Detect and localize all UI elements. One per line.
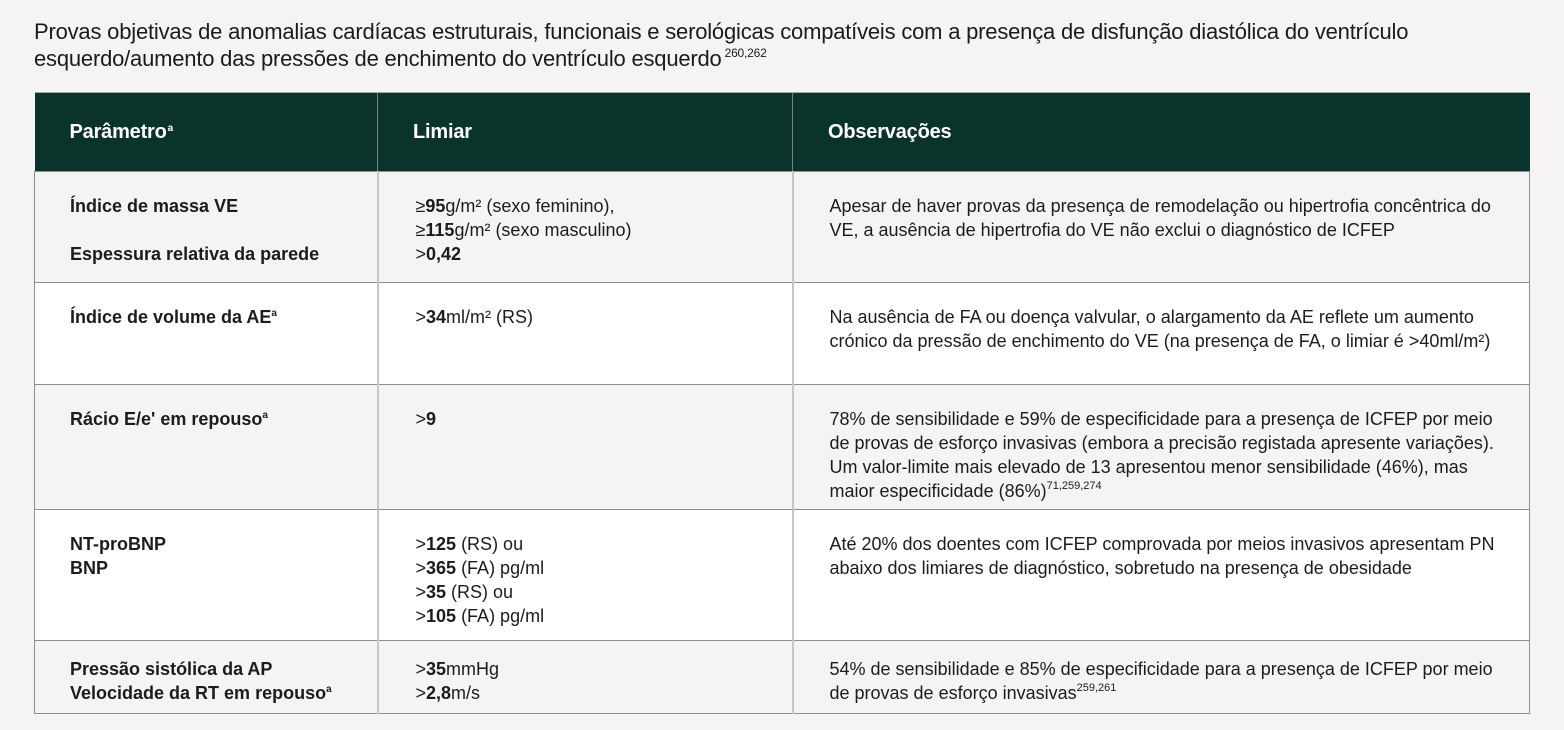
threshold-line: ≥95g/m² (sexo feminino), xyxy=(415,196,615,216)
parameter-name: Velocidade da RT em repouso$^a$ xyxy=(70,683,332,703)
table-title-text: Provas objetivas de anomalias cardíacas estruturais, funcionais e serológicas compatíveis com a presença de disfunção diastólica do ventrículo esquerdo/aumento das pressões de enchimento do ventrículo esquerdo xyxy=(34,19,1409,71)
observation-cell xyxy=(793,283,1530,385)
parameter-name: Rácio E/e' em repouso$^a$ xyxy=(70,409,268,429)
threshold-line: >35mmHg xyxy=(415,659,500,679)
observation-text: Até 20% dos doentes com ICFEP comprovada por meios invasivos apresentam PN abaixo dos limiares de diagnóstico, sobretudo na presença de obesidade xyxy=(829,534,1495,578)
table-title xyxy=(34,18,1534,72)
threshold-cell xyxy=(378,641,793,714)
parameter-name: Índice de massa VE xyxy=(70,196,239,216)
parameter-name: BNP xyxy=(70,558,109,578)
threshold-cell xyxy=(378,172,793,283)
threshold-cell xyxy=(378,385,793,510)
diagnostic-criteria-table xyxy=(34,92,1530,714)
parameter-cell xyxy=(35,641,378,714)
parameter-name: Pressão sistólica da AP xyxy=(70,659,273,679)
observation-cell xyxy=(793,510,1530,641)
observation-cell xyxy=(793,385,1530,510)
threshold-line: >35 (RS) ou xyxy=(415,582,514,602)
parameter-cell xyxy=(35,172,378,283)
threshold-line: >365 (FA) pg/ml xyxy=(415,558,545,578)
observation-references: 71,259,274 xyxy=(1046,480,1102,492)
threshold-line: >2,8m/s xyxy=(415,683,481,703)
parameter-cell xyxy=(35,385,378,510)
observation-text: 78% de sensibilidade e 59% de especificidade para a presença de ICFEP por meio de provas de esforço invasivas (embora a precisão registada apresente variações). Um valor-limite mais elevado de 13 apresentou menor sensibilidade (46%), mas maior especificidade $(86\%)^{71,259,274}$ xyxy=(829,409,1494,501)
observation-cell xyxy=(793,172,1530,283)
header-observations: Observações xyxy=(793,93,1530,172)
table-header-row xyxy=(35,93,1530,172)
header-parameter-label: Parâmetro xyxy=(69,120,167,143)
header-parameter xyxy=(35,93,378,172)
table-row xyxy=(35,283,1530,385)
observation-cell xyxy=(793,641,1530,714)
parameter-cell xyxy=(35,283,378,385)
header-threshold: Limiar xyxy=(378,93,793,172)
threshold-cell xyxy=(378,283,793,385)
parameter-cell xyxy=(35,510,378,641)
threshold-line: >105 (FA) pg/ml xyxy=(415,606,545,626)
table-row xyxy=(35,385,1530,510)
title-references: 260,262 xyxy=(724,46,767,60)
table-row xyxy=(35,172,1530,283)
parameter-name: Espessura relativa da parede xyxy=(70,244,320,264)
observation-text: 54% de sensibilidade e 85% de especificidade para a presença de ICFEP por meio de provas de esforço invasivas$^{259,261}$ xyxy=(829,659,1493,703)
parameter-name: Índice de volume da $AE^a$ xyxy=(70,307,277,327)
header-parameter-sup: a xyxy=(167,122,174,134)
threshold-line: >9 xyxy=(415,409,437,429)
threshold-line: >34ml/m² (RS) xyxy=(415,307,534,327)
threshold-line: >125 (RS) ou xyxy=(415,534,524,554)
table-row xyxy=(35,641,1530,714)
observation-text: Na ausência de FA ou doença valvular, o alargamento da AE reflete um aumento crónico da pressão de enchimento do VE (na presença de FA, o limiar é >40ml/m²) xyxy=(829,307,1491,351)
table-row xyxy=(35,510,1530,641)
observation-text: Apesar de haver provas da presença de remodelação ou hipertrofia concêntrica do VE, a ausência de hipertrofia do VE não exclui o diagnóstico de ICFEP xyxy=(829,196,1491,240)
parameter-name: NT-proBNP xyxy=(70,534,166,554)
threshold-line: >0,42 xyxy=(415,244,462,264)
threshold-cell xyxy=(378,510,793,641)
observation-references: 259,261 xyxy=(1076,682,1117,694)
threshold-line: ≥115g/m² (sexo masculino) xyxy=(415,220,632,240)
